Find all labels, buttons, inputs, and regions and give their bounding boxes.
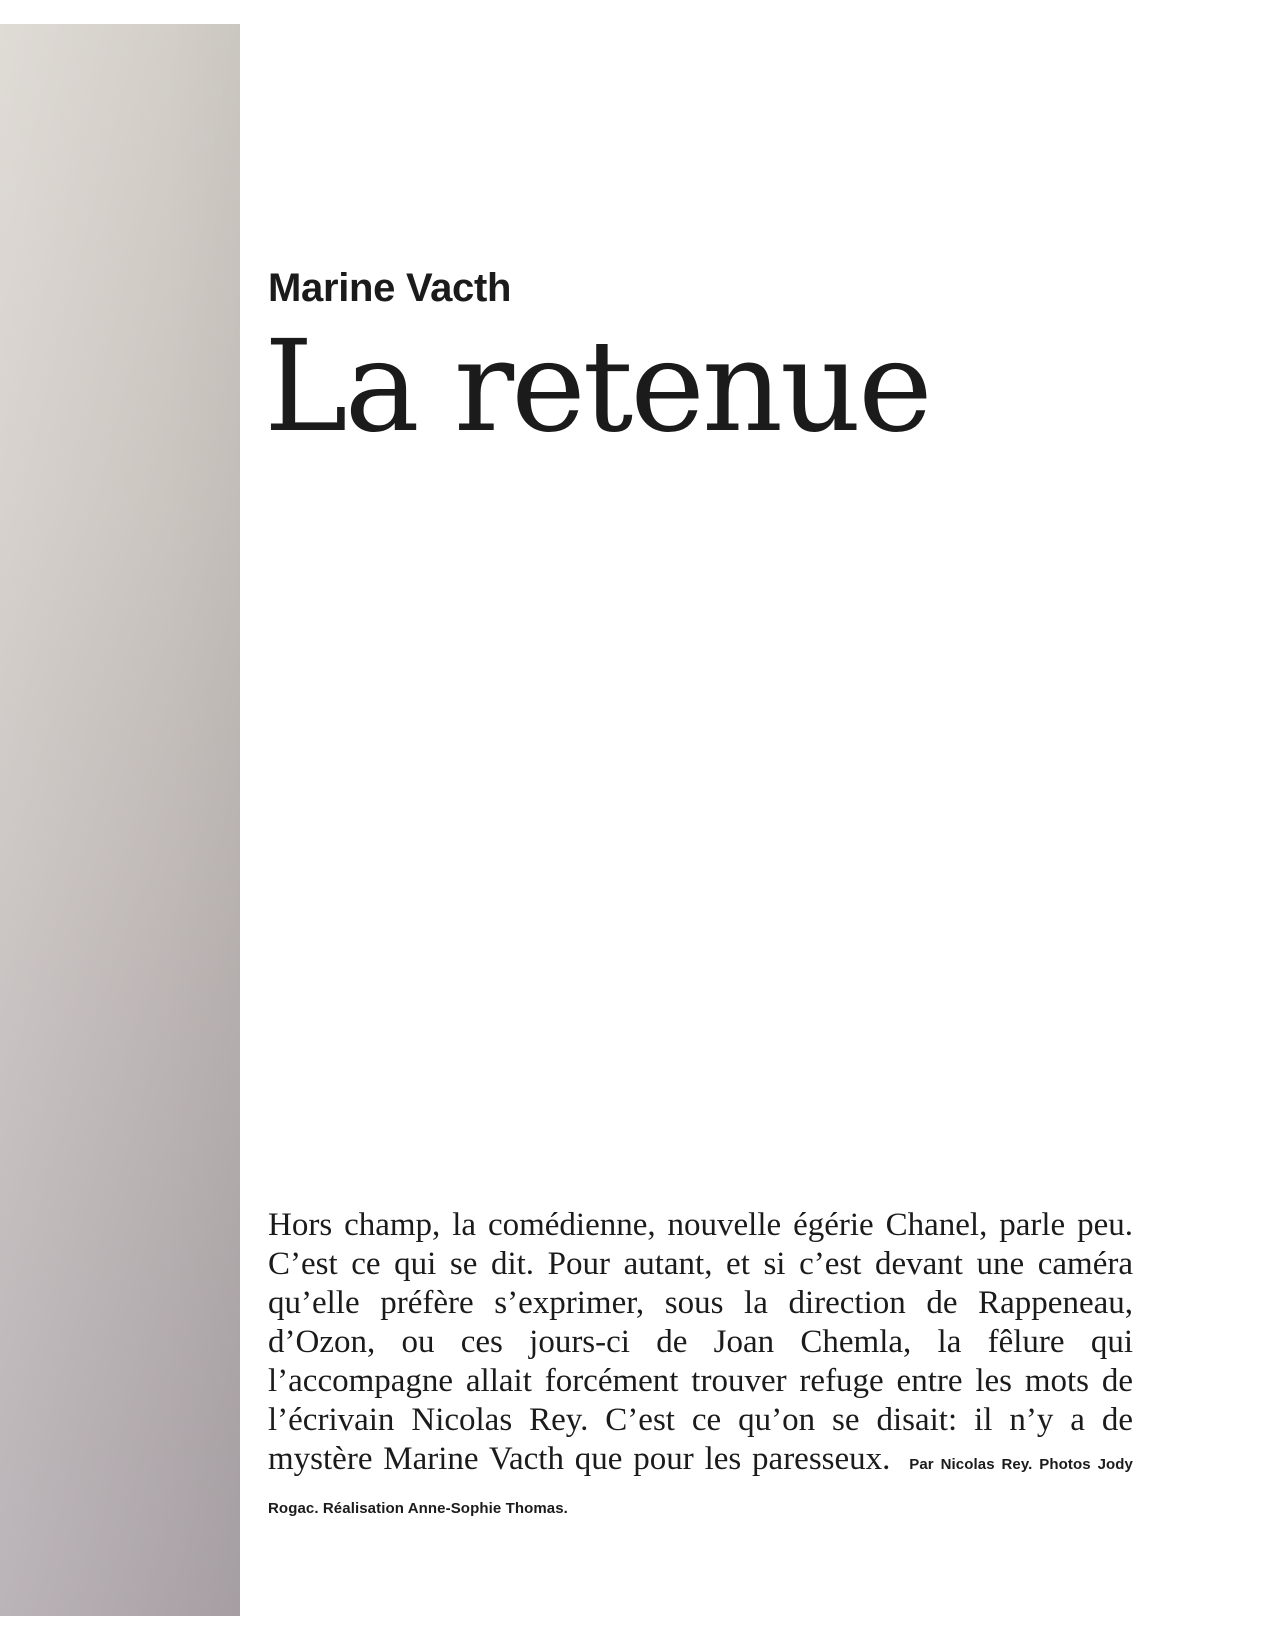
standfirst-text: Hors champ, la comédienne, nouvelle égérie Chanel, parle peu. C’est ce qui se dit. Pour autant, et si c’est devant une caméra qu’elle préfère s’exprimer, sous la direction de Rappeneau, d’Ozon, ou ces jours-ci de Joan Chemla, la fêlure qui l’accompagne allait forcément trouver refuge entre les mots de l’écrivain Nicolas Rey. C’est ce qu’on se disait: il n’y a de mystère Marine Vacth que pour les paresseux. (268, 1207, 1133, 1477)
article-headline: La retenue (264, 313, 930, 460)
article-credits: Par Nicolas Rey. Photos Jody Rogac. Réalisation Anne-Sophie Thomas. (268, 1456, 1133, 1517)
article-standfirst (268, 1206, 1133, 1528)
photo-strip (0, 24, 240, 1616)
article-kicker: Marine Vacth (268, 266, 512, 310)
